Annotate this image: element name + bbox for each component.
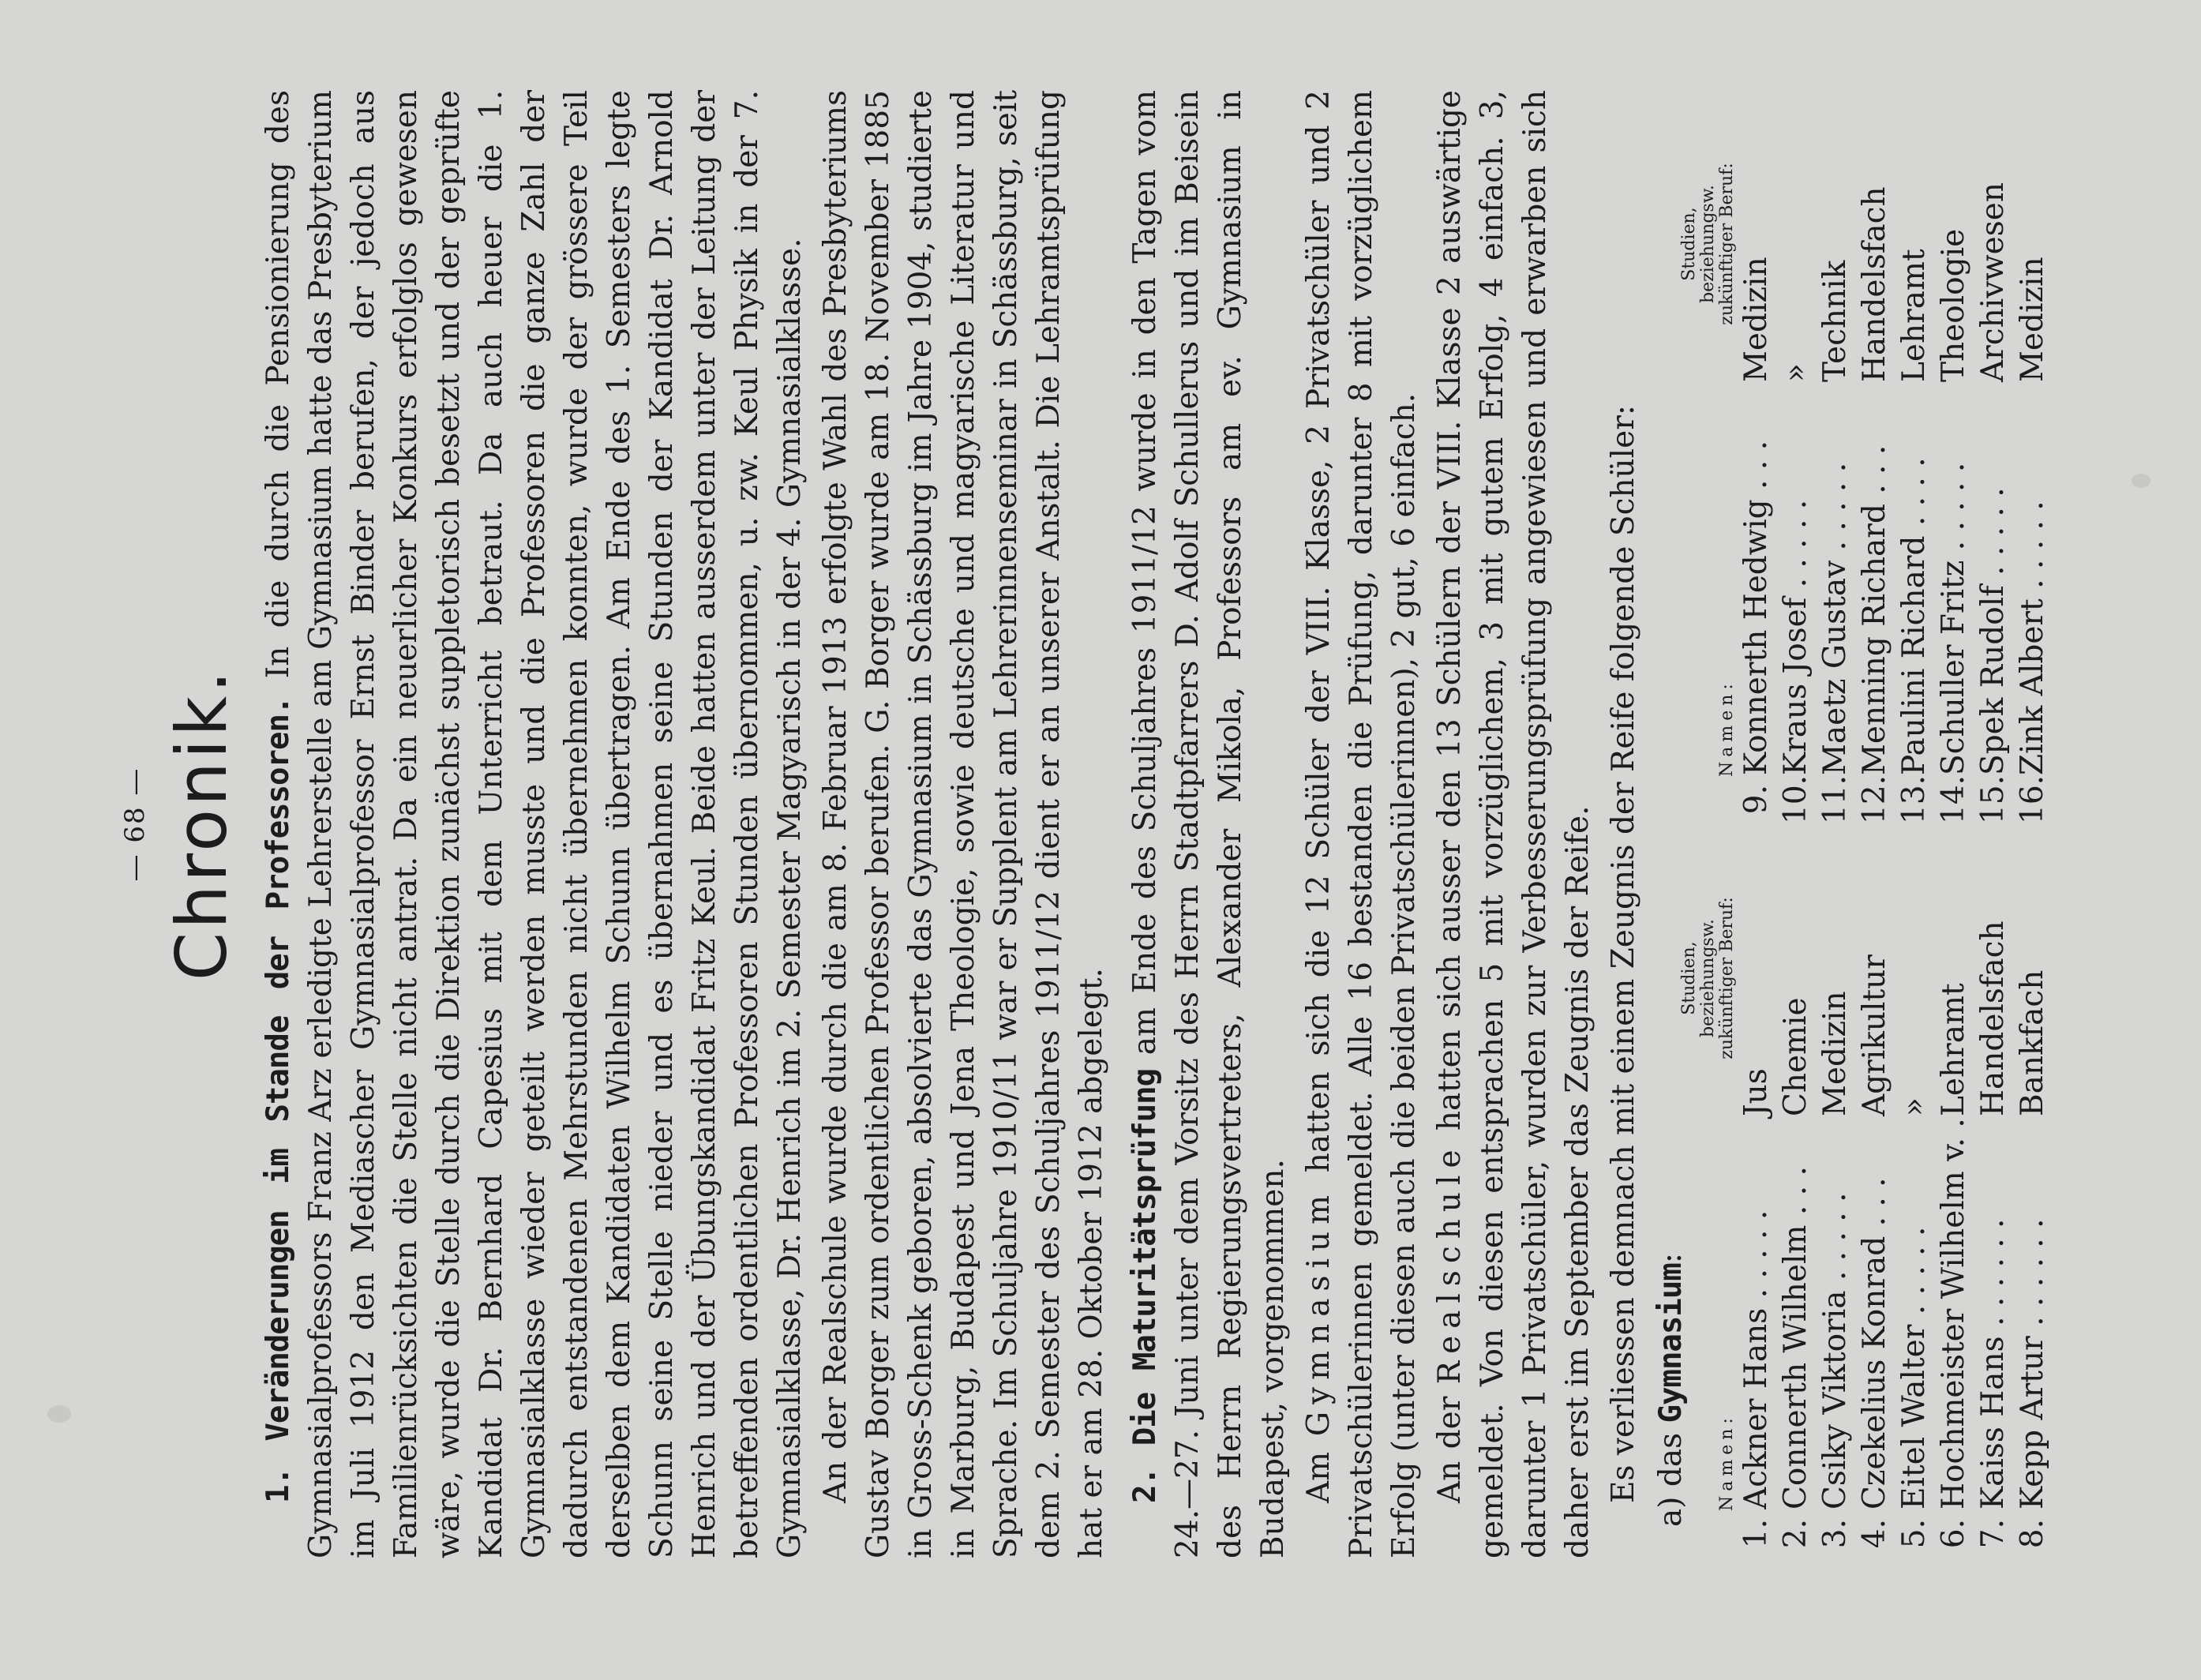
- list-item: [1737, 90, 1776, 824]
- item-number: 14.: [1936, 774, 1971, 824]
- list-item: [1934, 824, 1974, 1558]
- student-study: Medizin: [1738, 257, 1774, 382]
- list-item: [1934, 90, 1974, 824]
- item-number: 4.: [1857, 1519, 1892, 1549]
- student-name: Csiky Viktoria . . . . .: [1817, 1192, 1853, 1509]
- list-item: [1776, 90, 1816, 824]
- page-title: Chronik.: [161, 667, 242, 981]
- list-item: [1974, 824, 2013, 1558]
- item-number: 11.: [1817, 774, 1853, 824]
- graduates-column-right: [1679, 90, 2053, 824]
- student-name: Maetz Gustav . . . . .: [1817, 462, 1853, 775]
- student-study: Handelsfach: [1975, 921, 2011, 1116]
- student-name: Connerth Wilhelm . . .: [1778, 1166, 1813, 1509]
- page-number: — 68 —: [119, 767, 151, 882]
- student-study: Medizin: [2015, 257, 2050, 382]
- studies-header-line-1: Studien, beziehungsw.: [1679, 919, 1718, 1037]
- list-item: [1776, 824, 1816, 1558]
- list-item: [1816, 824, 1855, 1558]
- student-study: Archivwesen: [1975, 182, 2011, 382]
- student-study: Lehramt: [1896, 249, 1932, 382]
- list-item: [2013, 90, 2053, 824]
- subheading-bold: Gymnasium: [1653, 1263, 1689, 1423]
- section1-paragraph-1: [257, 90, 812, 1558]
- list-item: [1895, 824, 1934, 1558]
- list-item: [2013, 824, 2053, 1558]
- student-study: Agrikultur: [1857, 954, 1892, 1116]
- section2-paragraph-4: [1603, 90, 1645, 1558]
- student-name: Konnerth Hedwig . . .: [1738, 441, 1774, 775]
- studies-header-line-2: zukünftiger Beruf:: [1717, 163, 1737, 325]
- left-rows: [1737, 824, 2053, 1558]
- student-name: Spek Rudolf . . . . .: [1975, 487, 2011, 775]
- student-name: Zink Albert . . . . .: [2015, 501, 2050, 775]
- list-item: [1974, 90, 2013, 824]
- names-header: Namen:: [1717, 1413, 1737, 1511]
- section2-heading: 2. Die Maturitätsprüfung: [1127, 1068, 1163, 1503]
- item-number: 12.: [1857, 774, 1892, 824]
- student-name: Menning Richard . . .: [1857, 444, 1892, 775]
- section2-text-1: am Ende des Schuljahres 1911/12 wurde in den Tagen vom 24.—27. Juni unter dem Vorsitz des Herrn Stadtpfarrers D. Adolf Schullerus und im Beisein des Herrn Regierungsvertreters, Alexander Mikola, Professors am ev. Gymnasium in Budapest, vorgenommen.: [1127, 90, 1291, 1558]
- student-name: Eitel Walter . . . . .: [1896, 1226, 1932, 1509]
- item-number: 6.: [1936, 1519, 1971, 1549]
- rotated-document-page: [43, 27, 2158, 1653]
- student-study: Jus: [1738, 1068, 1774, 1116]
- section2-text-2: hatten sich die 12 Schüler der VIII. Klasse, 2 Privatschüler und 2 Privatschülerinnen gemeldet. Alle 16 bestanden die Prüfung, darunter 8 mit vorzüglichem Erfolg (unter diesen auch die beiden Privatschülerinnen), 2 gut, 6 einfach.: [1301, 90, 1422, 1558]
- item-number: 10.: [1778, 774, 1813, 824]
- section2-paragraph-3: [1429, 90, 1599, 1558]
- item-number: 7.: [1975, 1519, 2011, 1549]
- student-study: Technik: [1817, 260, 1853, 382]
- item-number: 9.: [1738, 785, 1774, 815]
- item-number: 2.: [1778, 1519, 1813, 1549]
- section2-text-3-lead: An der: [1432, 1396, 1468, 1503]
- graduates-column-left: [1679, 824, 2053, 1558]
- list-item: [1855, 90, 1895, 824]
- page-content: [114, 90, 2053, 1558]
- student-study: Theologie: [1936, 228, 1971, 382]
- student-name: Hochmeister Wilhelm v. .: [1936, 1118, 1971, 1509]
- item-number: 15.: [1975, 774, 2011, 824]
- student-study: Handelsfach: [1857, 186, 1892, 382]
- student-name: Ackner Hans . . . . .: [1738, 1209, 1774, 1509]
- student-name: Paulini Richard . . . .: [1896, 457, 1932, 775]
- section2-paragraph-1: [1124, 90, 1295, 1558]
- section2-gymnasium-spaced: Gymnasium: [1301, 1187, 1337, 1437]
- studies-header: [1680, 887, 1737, 1069]
- subheading-lead: a) das: [1653, 1432, 1689, 1527]
- section2-text-4: Es verliessen demnach mit einem Zeugnis der Reife folgende Schüler:: [1606, 405, 1641, 1503]
- column-header: [1679, 824, 1737, 1558]
- list-item: [1737, 824, 1776, 1558]
- studies-header-line-2: zukünftiger Beruf:: [1717, 897, 1737, 1059]
- student-study: Chemie: [1778, 997, 1813, 1116]
- studies-header-line-1: Studien, beziehungsw.: [1679, 185, 1718, 303]
- subheading-colon: :: [1653, 1253, 1689, 1264]
- names-header: Namen:: [1717, 679, 1737, 777]
- graduates-list: [1679, 90, 2053, 1558]
- item-number: 1.: [1738, 1519, 1774, 1549]
- student-study: Bankfach: [2015, 969, 2050, 1116]
- student-study: Lehramt: [1936, 983, 1971, 1116]
- student-name: Kepp Artur . . . . . .: [2015, 1218, 2050, 1509]
- item-number: 13.: [1896, 774, 1932, 824]
- student-name: Kraus Josef . . . . .: [1778, 499, 1813, 775]
- column-header: [1679, 90, 1737, 824]
- section1-paragraph-2: [815, 90, 1113, 1558]
- item-number: 3.: [1817, 1519, 1853, 1549]
- list-item: [1816, 90, 1855, 824]
- section1-text-1: In die durch die Pensionierung des Gymnasialprofessors Franz Arz erledigte Lehrerstelle am Gymnasium hatte das Presbyterium im Juli 1912 den Mediascher Gymnasialprofessor Ernst Binder berufen, der jedoch aus Familienrücksichten die Stelle nicht antrat. Da ein neuerlicher Konkurs erfolglos gewesen wäre, wurde die Stelle durch die Direktion zunächst suppletorisch besetzt und der geprüfte Kandidat Dr. Bernhard Capesius mit dem Unterricht betraut. Da auch heuer die 1. Gymnasialklasse wieder geteilt werden musste und die Professoren die ganze Zahl der dadurch entstandenen Mehrstunden nicht übernehmen konnten, wurde der grössere Teil derselben dem Kandidaten Wilhelm Schunn übertragen. Am Ende des 1. Semesters legte Schunn seine Stelle nieder und es übernahmen seine Stunden der Kandidat Dr. Arnold Henrich und der Übungskandidat Fritz Keul. Beide hatten ausserdem unter der Leitung der betreffenden ordentlichen Professoren Stunden übernommen, u. zw. Keul Physik in der 7. Gymnasialklasse, Dr. Henrich im 2. Semester Magyarisch in der 4. Gymnasialklasse.: [261, 90, 808, 1558]
- section2-realschule-spaced: Realschule: [1432, 1142, 1468, 1385]
- student-name: Czekelius Konrad . . .: [1857, 1177, 1892, 1509]
- student-study: »: [1896, 1097, 1932, 1116]
- section1-heading: 1. Veränderungen im Stande der Professoren.: [261, 696, 296, 1503]
- section1-text-2: An der Realschule wurde durch die am 8. Februar 1913 erfolgte Wahl des Presbyteriums Gustav Borger zum ordentlichen Professor berufen. G. Borger wurde am 18. November 1885 in Gross-Schenk geboren, absolvierte das Gymnasium in Schässburg im Jahre 1904, studierte in Marburg, Budapest und Jena Theologie, sowie deutsche und magyarische Literatur und Sprache. Im Schuljahre 1910/11 war er Supplent am Lehrerinnenseminar in Schässburg, seit dem 2. Semester des Schuljahres 1911/12 dient er an unserer Anstalt. Die Lehramtsprüfung hat er am 28. Oktober 1912 abgelegt.: [818, 90, 1109, 1558]
- list-item: [1855, 824, 1895, 1558]
- item-number: 16.: [2015, 774, 2050, 824]
- student-study: Medizin: [1817, 991, 1853, 1116]
- item-number: 5.: [1896, 1519, 1932, 1549]
- student-name: Kaiss Hans . . . . . .: [1975, 1218, 2011, 1509]
- section2-paragraph-2: [1298, 90, 1426, 1558]
- right-rows: [1737, 90, 2053, 824]
- item-number: 8.: [2015, 1519, 2050, 1549]
- student-study: »: [1778, 363, 1813, 382]
- student-name: Schuller Fritz . . . . .: [1936, 462, 1971, 775]
- studies-header: [1680, 153, 1737, 335]
- section2-text-2-lead: Am: [1301, 1451, 1337, 1503]
- list-item: [1895, 90, 1934, 824]
- section2-text-3: hatten sich ausser den 13 Schülern der VIII. Klasse 2 auswärtige gemeldet. Von diesen entsprachen 5 mit vorzüglichem, 3 mit gutem Erfolg, 4 einfach. 3, darunter 1 Privatschüler, wurden zur Verbesserungsprüfung angewiesen und erwarben sich daher erst im September das Zeugnis der Reife.: [1432, 89, 1595, 1558]
